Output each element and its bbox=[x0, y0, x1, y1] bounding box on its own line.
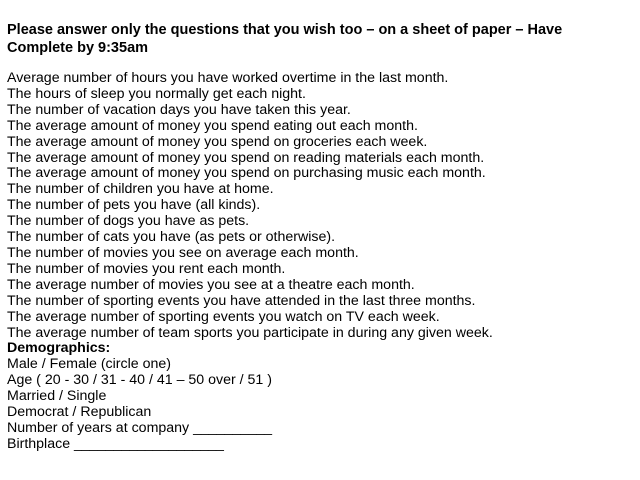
question-item: The average number of movies you see at a theatre each month. bbox=[7, 276, 415, 293]
document-page bbox=[7, 21, 632, 453]
instructions-heading bbox=[7, 21, 632, 57]
question-list bbox=[7, 71, 632, 453]
question-item: The average amount of money you spend on groceries each week. bbox=[7, 133, 428, 150]
question-item: The number of movies you see on average each month. bbox=[7, 244, 359, 261]
question-item: The average number of sporting events you watch on TV each week. bbox=[7, 308, 440, 325]
question-item: The average number of team sports you participate in during any given week. bbox=[7, 324, 493, 341]
heading-line: Complete by 9:35am bbox=[7, 40, 149, 56]
demographics-item: Married / Single bbox=[7, 388, 107, 405]
question-item: The number of pets you have (all kinds). bbox=[7, 197, 261, 214]
question-item: The number of vacation days you have taken this year. bbox=[7, 101, 351, 118]
question-item: The number of movies you rent each month. bbox=[7, 260, 286, 277]
demographics-item: Age ( 20 - 30 / 31 - 40 / 41 – 50 over / 51 ) bbox=[7, 372, 272, 389]
question-item: The average amount of money you spend on purchasing music each month. bbox=[7, 165, 486, 182]
question-item: The number of sporting events you have attended in the last three months. bbox=[7, 292, 476, 309]
demographics-item: Number of years at company __________ bbox=[7, 419, 272, 436]
demographics-title: Demographics: bbox=[7, 340, 111, 357]
heading-line: Please answer only the questions that you wish too – on a sheet of paper – Have bbox=[7, 22, 563, 38]
question-item: The average amount of money you spend on reading materials each month. bbox=[7, 149, 485, 166]
question-item: The number of children you have at home. bbox=[7, 181, 274, 198]
question-item: Average number of hours you have worked overtime in the last month. bbox=[7, 70, 449, 86]
demographics-item: Birthplace ___________________ bbox=[7, 435, 224, 452]
question-item: The hours of sleep you normally get each night. bbox=[7, 85, 306, 102]
question-item: The average amount of money you spend eating out each month. bbox=[7, 117, 418, 134]
demographics-item: Male / Female (circle one) bbox=[7, 356, 171, 373]
question-item: The number of cats you have (as pets or otherwise). bbox=[7, 229, 336, 246]
demographics-item: Democrat / Republican bbox=[7, 404, 152, 421]
question-item: The number of dogs you have as pets. bbox=[7, 213, 250, 230]
